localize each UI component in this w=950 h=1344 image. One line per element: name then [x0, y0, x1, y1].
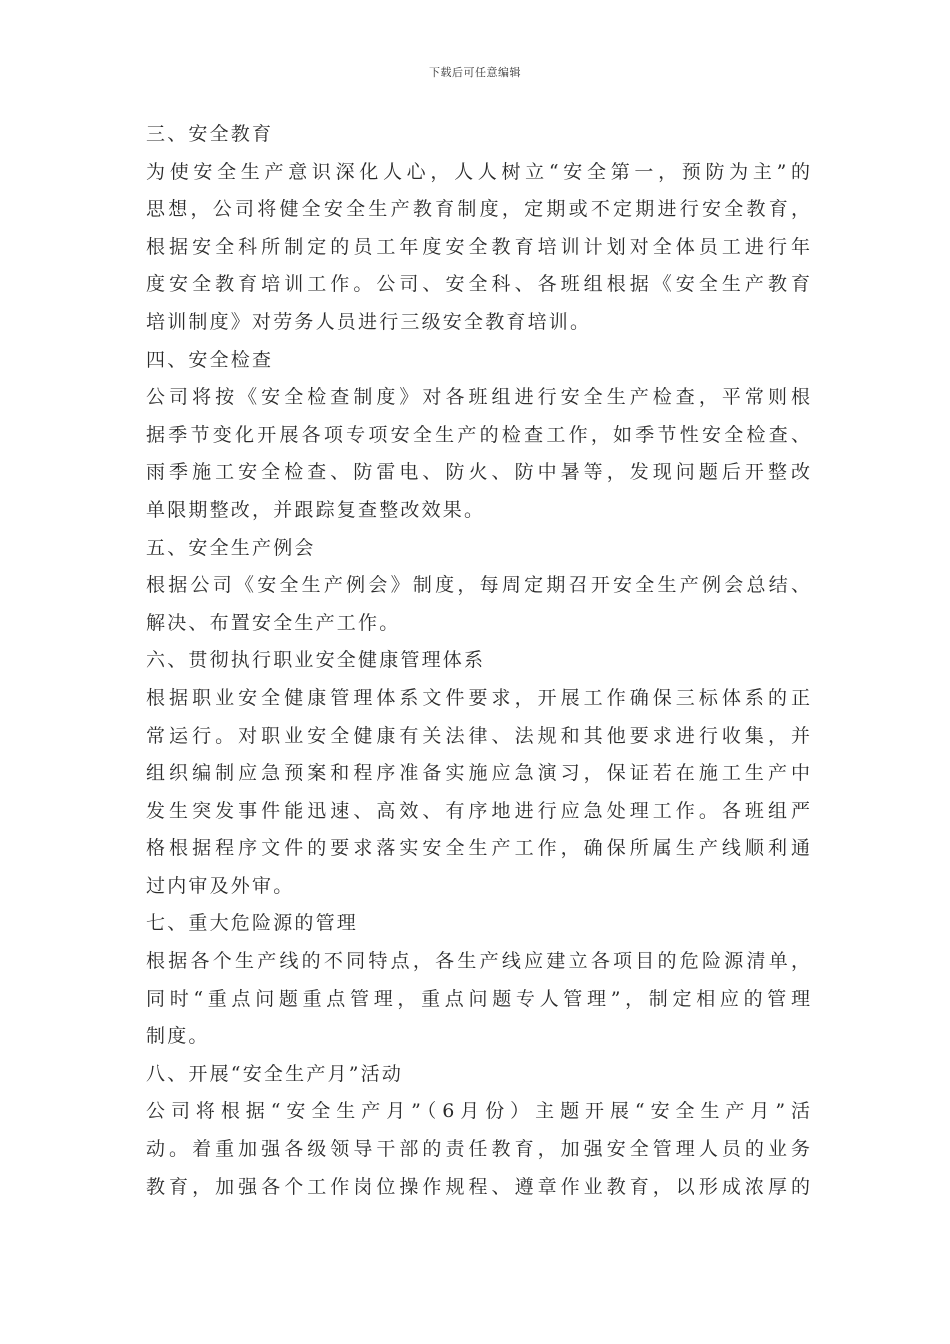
section-heading: 七、重大危险源的管理 — [146, 912, 359, 935]
paragraph-line: 根据各个生产线的不同特点，各生产线应建立各项目的危险源清单， — [146, 950, 810, 973]
paragraph-line: 根据公司《安全生产例会》制度，每周定期召开安全生产例会总结、 — [146, 574, 810, 597]
section-heading: 四、安全检查 — [146, 348, 274, 371]
paragraph-line: 根据职业安全健康管理体系文件要求，开展工作确保三标体系的正 — [146, 686, 810, 709]
paragraph-line: 组织编制应急预案和程序准备实施应急演习，保证若在施工生产中 — [146, 762, 810, 785]
paragraph-line: 雨季施工安全检查、防雷电、防火、防中暑等，发现问题后开整改 — [146, 461, 810, 484]
section-heading: 八、开展“安全生产月”活动 — [146, 1062, 404, 1085]
paragraph-line: 常运行。对职业安全健康有关法律、法规和其他要求进行收集，并 — [146, 724, 810, 747]
paragraph-line: 教育，加强各个工作岗位操作规程、遵章作业教育，以形成浓厚的 — [146, 1175, 810, 1198]
paragraph-line: 动。着重加强各级领导干部的责任教育，加强安全管理人员的业务 — [146, 1138, 810, 1161]
paragraph-line: 根据安全科所制定的员工年度安全教育培训计划对全体员工进行年 — [146, 235, 810, 258]
document-body — [146, 116, 810, 1206]
page-header-note: 下载后可任意编辑 — [429, 66, 521, 79]
section-heading: 三、安全教育 — [146, 123, 274, 145]
section-heading: 五、安全生产例会 — [146, 536, 316, 559]
paragraph-line: 解决、布置安全生产工作。 — [146, 611, 401, 634]
paragraph-line: 格根据程序文件的要求落实安全生产工作，确保所属生产线顺利通 — [146, 837, 810, 860]
paragraph-line: 为使安全生产意识深化人心，人人树立“安全第一，预防为主”的 — [146, 160, 810, 183]
paragraph-line: 公司将根据“安全生产月”（6月份）主题开展“安全生产月”活 — [146, 1100, 810, 1123]
paragraph-line: 思想，公司将健全安全生产教育制度，定期或不定期进行安全教育， — [146, 198, 810, 221]
section-heading: 六、贯彻执行职业安全健康管理体系 — [146, 649, 486, 672]
paragraph-line: 制度。 — [146, 1025, 210, 1048]
paragraph-line: 单限期整改，并跟踪复查整改效果。 — [146, 498, 486, 521]
paragraph-line: 同时“重点问题重点管理，重点问题专人管理”，制定相应的管理 — [146, 987, 810, 1010]
paragraph-line: 发生突发事件能迅速、高效、有序地进行应急处理工作。各班组严 — [146, 799, 810, 822]
paragraph-line: 公司将按《安全检查制度》对各班组进行安全生产检查，平常则根 — [146, 386, 810, 409]
paragraph-line: 据季节变化开展各项专项安全生产的检查工作，如季节性安全检查、 — [146, 423, 810, 446]
paragraph-line: 过内审及外审。 — [146, 874, 295, 897]
paragraph-line: 度安全教育培训工作。公司、安全科、各班组根据《安全生产教育 — [146, 273, 810, 296]
paragraph-line: 培训制度》对劳务人员进行三级安全教育培训。 — [146, 310, 592, 333]
